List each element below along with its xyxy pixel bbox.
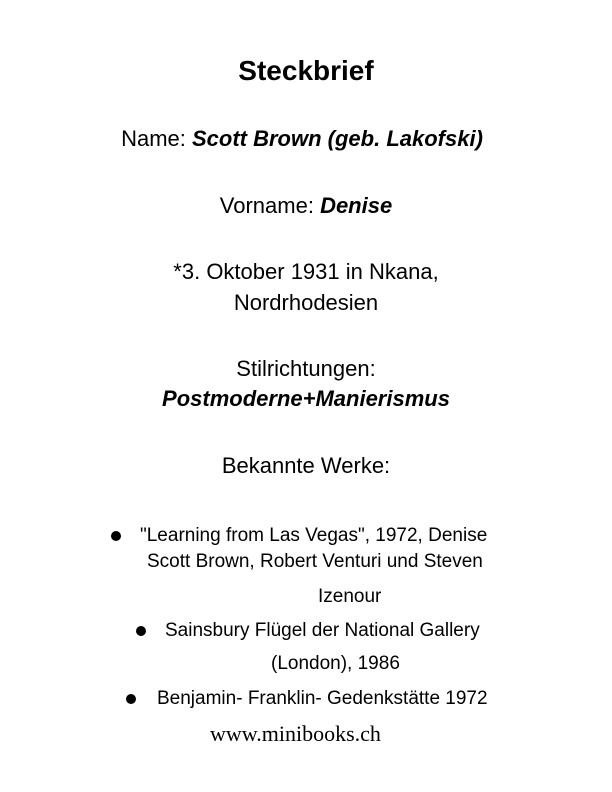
birth-line-2: Nordrhodesien xyxy=(233,290,379,315)
werk-3-line-1: Benjamin- Franklin- Gedenkstätte 1972 xyxy=(157,688,488,709)
page-title: Steckbrief xyxy=(238,55,374,86)
werk-1-line-3: Izenour xyxy=(318,586,382,607)
footer-url: www.minibooks.ch xyxy=(210,721,381,746)
werk-2-line-2: (London), 1986 xyxy=(271,653,400,674)
bullet-icon xyxy=(111,531,121,541)
stil-value: Postmoderne+Manierismus xyxy=(162,386,450,411)
werk-1-line-2: Scott Brown, Robert Venturi und Steven xyxy=(147,551,483,572)
vorname-value: Denise xyxy=(320,193,393,218)
vorname-label: Vorname: xyxy=(219,193,314,218)
bullet-icon xyxy=(126,694,136,704)
bullet-icon xyxy=(136,626,146,636)
name-line xyxy=(0,124,608,154)
werk-1-line-1: "Learning from Las Vegas", 1972, Denise xyxy=(140,525,488,546)
stil-label: Stilrichtungen: xyxy=(236,356,376,381)
name-value: Scott Brown (geb. Lakofski) xyxy=(192,126,483,151)
birth-line-1: *3. Oktober 1931 in Nkana, xyxy=(173,259,439,284)
vorname-line xyxy=(0,191,612,221)
werk-2-line-1: Sainsbury Flügel der National Gallery xyxy=(165,620,480,641)
name-label: Name: xyxy=(121,126,186,151)
werke-heading: Bekannte Werke: xyxy=(221,453,391,478)
